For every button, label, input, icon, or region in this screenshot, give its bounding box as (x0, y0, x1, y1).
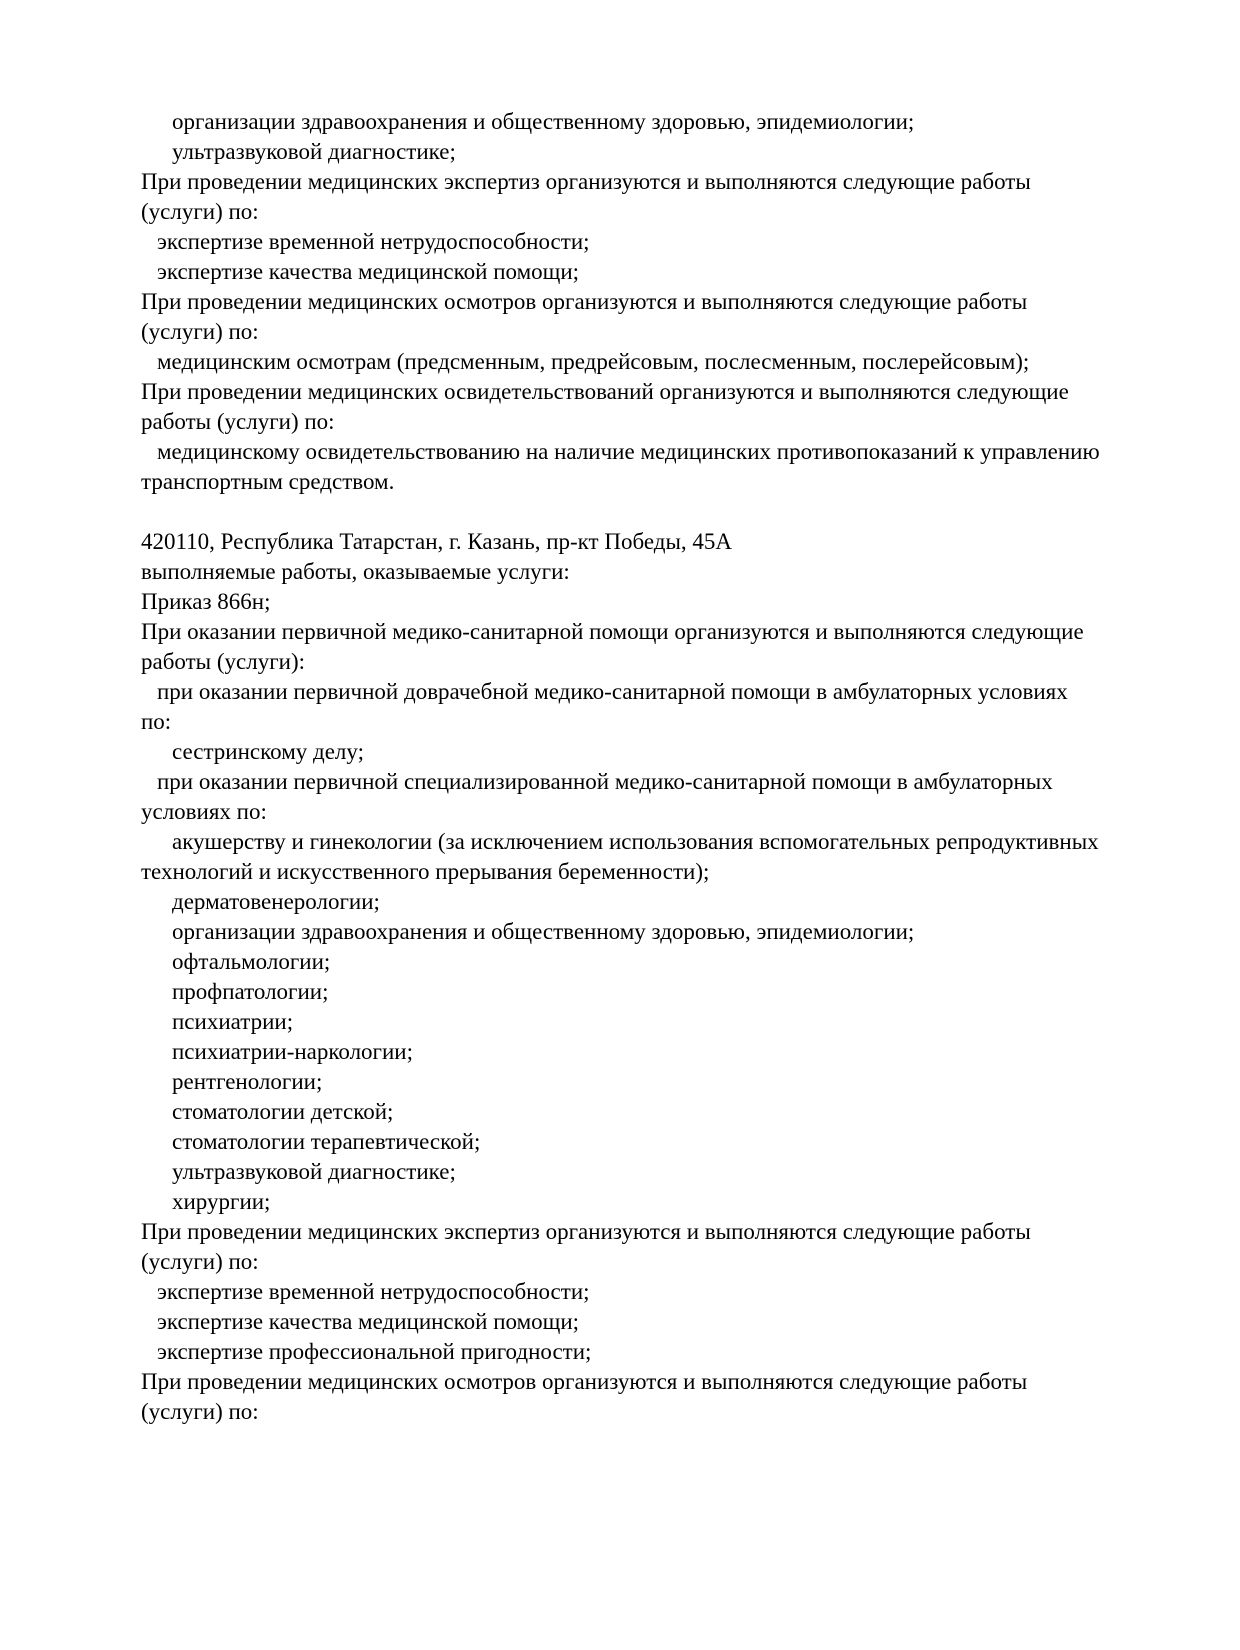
text-line: Приказ 866н; (141, 589, 271, 614)
text-line: акушерству и гинекологии (за исключением использования вспомогательных репродуктивных (172, 829, 1099, 854)
text-line: ультразвуковой диагностике; (172, 1159, 456, 1184)
document-body (141, 107, 1201, 1427)
text-line: При проведении медицинских освидетельствований организуются и выполняются следующие (141, 379, 1069, 404)
text-line: хирургии; (172, 1189, 271, 1214)
text-line: сестринскому делу; (172, 739, 364, 764)
text-line: работы (услуги) по: (141, 409, 335, 434)
blank-line (141, 497, 1201, 527)
text-line: организации здравоохранения и общественному здоровью, эпидемиологии; (172, 919, 915, 944)
text-line: транспортным средством. (141, 469, 395, 494)
text-line: рентгенологии; (172, 1069, 323, 1094)
text-line: При проведении медицинских экспертиз организуются и выполняются следующие работы (141, 1219, 1031, 1244)
text-line: При оказании первичной медико-санитарной помощи организуются и выполняются следующие (141, 619, 1084, 644)
text-line: (услуги) по: (141, 199, 259, 224)
text-line: стоматологии детской; (172, 1099, 394, 1124)
text-line: стоматологии терапевтической; (172, 1129, 481, 1154)
text-line: офтальмологии; (172, 949, 331, 974)
text-line: медицинскому освидетельствованию на наличие медицинских противопоказаний к управлению (157, 439, 1100, 464)
text-line: экспертизе качества медицинской помощи; (157, 259, 580, 284)
text-line: условиях по: (141, 799, 267, 824)
text-line: дерматовенерологии; (172, 889, 380, 914)
text-line: выполняемые работы, оказываемые услуги: (141, 559, 570, 584)
text-line: экспертизе качества медицинской помощи; (157, 1309, 580, 1334)
text-line: при оказании первичной специализированной медико-санитарной помощи в амбулаторных (157, 769, 1053, 794)
text-line: психиатрии-наркологии; (172, 1039, 413, 1064)
text-line: (услуги) по: (141, 319, 259, 344)
text-line: профпатологии; (172, 979, 329, 1004)
text-line: 420110, Республика Татарстан, г. Казань, пр-кт Победы, 45А (141, 529, 733, 554)
text-line: При проведении медицинских осмотров организуются и выполняются следующие работы (141, 289, 1028, 314)
text-line: (услуги) по: (141, 1399, 259, 1424)
text-line: При проведении медицинских экспертиз организуются и выполняются следующие работы (141, 169, 1031, 194)
text-line: экспертизе временной нетрудоспособности; (157, 229, 590, 254)
text-line: при оказании первичной доврачебной медико-санитарной помощи в амбулаторных условиях (157, 679, 1068, 704)
text-line: организации здравоохранения и общественному здоровью, эпидемиологии; (172, 109, 915, 134)
text-line: работы (услуги): (141, 649, 305, 674)
text-line: (услуги) по: (141, 1249, 259, 1274)
text-line: психиатрии; (172, 1009, 294, 1034)
text-line: ультразвуковой диагностике; (172, 139, 456, 164)
text-line: медицинским осмотрам (предсменным, предрейсовым, послесменным, послерейсовым); (157, 349, 1030, 374)
text-line: технологий и искусственного прерывания беременности); (141, 859, 710, 884)
text-line: экспертизе профессиональной пригодности; (157, 1339, 592, 1364)
text-line: по: (141, 709, 172, 734)
text-line: При проведении медицинских осмотров организуются и выполняются следующие работы (141, 1369, 1028, 1394)
text-line: экспертизе временной нетрудоспособности; (157, 1279, 590, 1304)
